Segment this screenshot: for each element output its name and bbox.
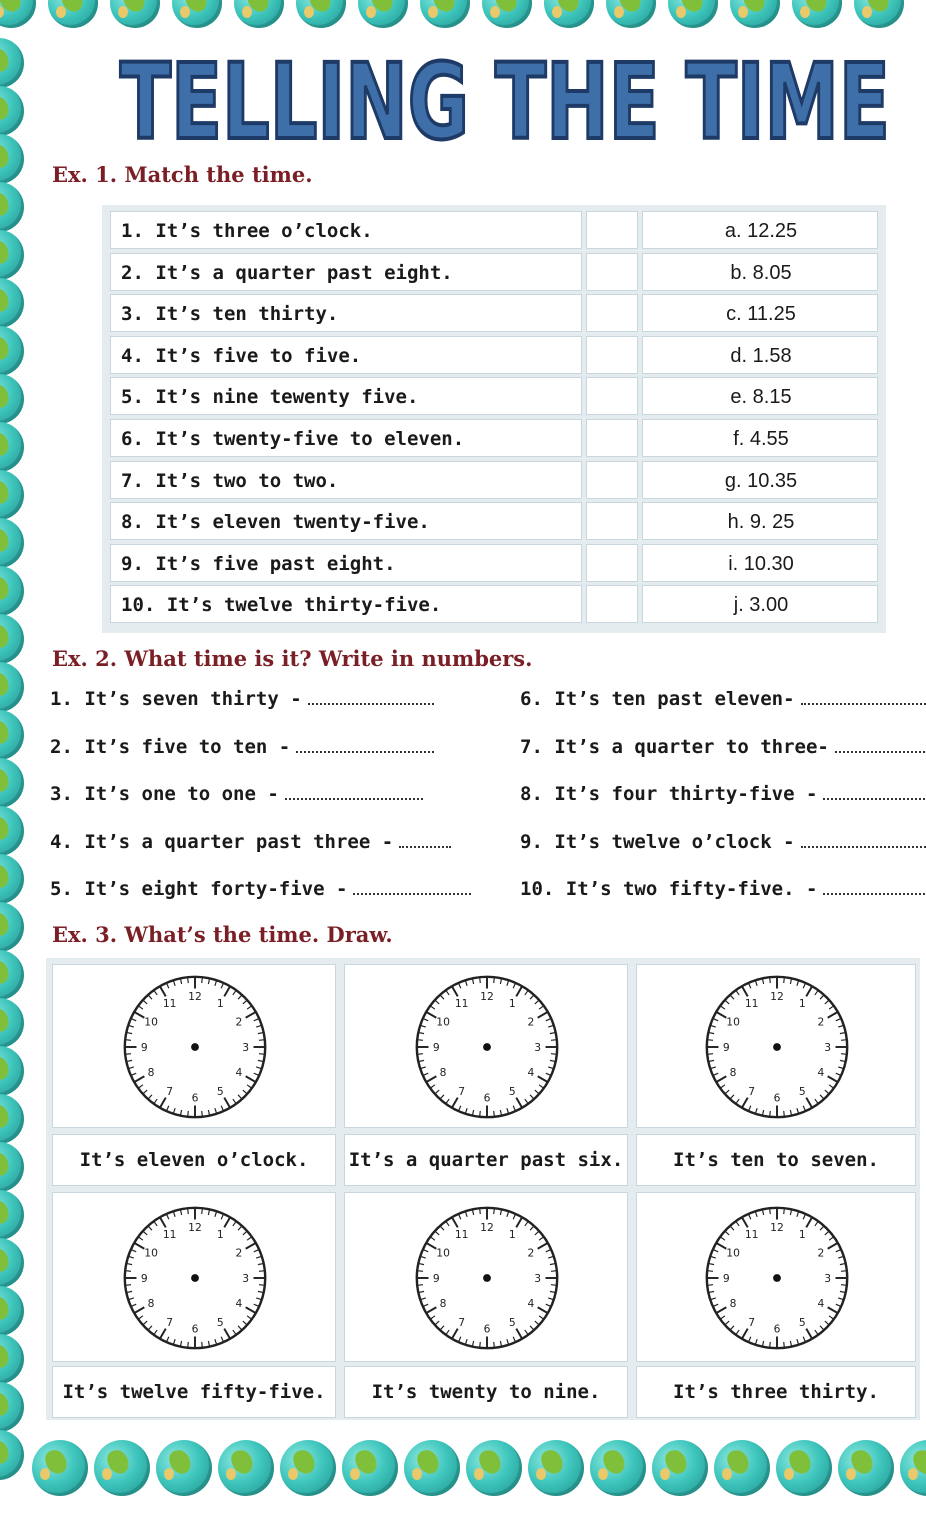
clock-number: 12 bbox=[480, 990, 494, 1004]
globe-icon bbox=[0, 1334, 24, 1384]
clock-number: 7 bbox=[166, 1315, 174, 1329]
clock-number: 11 bbox=[454, 996, 469, 1010]
clock-number: 11 bbox=[744, 1227, 759, 1241]
clock-number: 7 bbox=[458, 1084, 466, 1098]
sentence-text: 2. It’s a quarter past eight. bbox=[121, 261, 453, 284]
match-row bbox=[110, 377, 878, 415]
time-option-cell bbox=[642, 253, 878, 291]
ex2-prompt: 10. It’s two fifty-five. - bbox=[520, 878, 818, 900]
answer-blank[interactable] bbox=[801, 832, 926, 848]
clock-number: 9 bbox=[432, 1271, 440, 1285]
globe-icon bbox=[900, 1440, 926, 1496]
time-option-cell bbox=[642, 585, 878, 623]
exercise1-heading: Ex. 1. Match the time. bbox=[52, 162, 313, 187]
ex2-item bbox=[50, 688, 434, 710]
time-option-text: f. 4.55 bbox=[733, 428, 789, 450]
sentence-cell bbox=[110, 253, 582, 291]
clock-number: 6 bbox=[773, 1322, 781, 1336]
globe-icon bbox=[296, 0, 346, 28]
globe-icon bbox=[48, 0, 98, 28]
clock-number: 9 bbox=[140, 1271, 148, 1285]
clock-number: 9 bbox=[140, 1040, 148, 1054]
globe-icon bbox=[0, 1286, 24, 1336]
clock-number: 5 bbox=[508, 1315, 516, 1329]
clock-number: 12 bbox=[188, 1221, 202, 1235]
globe-icon bbox=[0, 1094, 24, 1144]
clock-face-icon[interactable] bbox=[117, 1200, 273, 1356]
globe-icon bbox=[0, 902, 24, 952]
clock-number: 6 bbox=[483, 1322, 491, 1336]
sentence-cell bbox=[110, 336, 582, 374]
clock-number: 2 bbox=[817, 1015, 825, 1029]
clock-number: 2 bbox=[527, 1015, 535, 1029]
clock-number: 7 bbox=[748, 1315, 756, 1329]
clock-number: 8 bbox=[147, 1066, 155, 1080]
time-option-text: b. 8.05 bbox=[730, 261, 792, 284]
globe-icon bbox=[0, 1190, 24, 1240]
time-option-cell bbox=[642, 377, 878, 415]
globe-icon bbox=[0, 566, 24, 616]
globe-icon bbox=[0, 86, 24, 136]
ex2-item bbox=[50, 783, 423, 805]
clock-number: 5 bbox=[798, 1084, 806, 1098]
clock-number: 10 bbox=[436, 1015, 450, 1029]
clock-number: 4 bbox=[527, 1297, 535, 1311]
sentence-text: 9. It’s five past eight. bbox=[121, 552, 396, 575]
globe-icon bbox=[544, 0, 594, 28]
clock-caption: It’s ten to seven. bbox=[636, 1134, 916, 1186]
globe-icon bbox=[0, 950, 24, 1000]
globe-icon bbox=[94, 1440, 150, 1496]
globe-icon bbox=[280, 1440, 336, 1496]
clock-number: 6 bbox=[773, 1091, 781, 1105]
clock-number: 8 bbox=[729, 1297, 737, 1311]
match-answer-box[interactable] bbox=[586, 461, 638, 499]
clock-number: 11 bbox=[162, 1227, 177, 1241]
clock-number: 10 bbox=[726, 1246, 740, 1260]
globe-icon bbox=[358, 0, 408, 28]
match-row bbox=[110, 461, 878, 499]
clock-number: 5 bbox=[216, 1315, 224, 1329]
clock-number: 1 bbox=[508, 1227, 516, 1241]
ex2-item bbox=[520, 878, 926, 900]
globe-icon bbox=[0, 422, 24, 472]
match-row bbox=[110, 544, 878, 582]
globe-icon bbox=[0, 806, 24, 856]
sentence-cell bbox=[110, 419, 582, 457]
globe-icon bbox=[404, 1440, 460, 1496]
globe-icon bbox=[0, 326, 24, 376]
clock-number: 11 bbox=[454, 1227, 469, 1241]
page-title bbox=[110, 40, 900, 160]
clock-number: 12 bbox=[770, 1221, 784, 1235]
clock-number: 9 bbox=[432, 1040, 440, 1054]
clock-number: 1 bbox=[508, 996, 516, 1010]
clock-number: 2 bbox=[235, 1015, 243, 1029]
clock-number: 2 bbox=[817, 1246, 825, 1260]
globe-icon bbox=[0, 1238, 24, 1288]
time-option-text: c. 11.25 bbox=[726, 303, 796, 326]
clock-number: 1 bbox=[798, 1227, 806, 1241]
globe-icon bbox=[776, 1440, 832, 1496]
match-table bbox=[102, 205, 886, 633]
clock-number: 3 bbox=[534, 1271, 542, 1285]
globe-icon bbox=[668, 0, 718, 28]
clock-number: 1 bbox=[216, 996, 224, 1010]
match-answer-box[interactable] bbox=[586, 419, 638, 457]
clock-number: 3 bbox=[824, 1040, 832, 1054]
globe-icon bbox=[482, 0, 532, 28]
globe-icon bbox=[652, 1440, 708, 1496]
match-answer-box[interactable] bbox=[586, 211, 638, 249]
match-row bbox=[110, 336, 878, 374]
ex2-item bbox=[520, 688, 926, 710]
clock-face-icon[interactable] bbox=[699, 969, 855, 1125]
match-answer-box[interactable] bbox=[586, 336, 638, 374]
ex2-prompt: 7. It’s a quarter to three- bbox=[520, 735, 829, 758]
clock-caption: It’s twenty to nine. bbox=[344, 1366, 628, 1418]
clock-number: 6 bbox=[191, 1091, 199, 1105]
clock-cell bbox=[344, 1192, 628, 1362]
clock-number: 1 bbox=[798, 996, 806, 1010]
ex2-item bbox=[520, 783, 926, 805]
globe-icon bbox=[0, 1046, 24, 1096]
clock-face-icon[interactable] bbox=[409, 969, 565, 1125]
globe-icon bbox=[0, 470, 24, 520]
clock-number: 4 bbox=[817, 1066, 825, 1080]
match-row bbox=[110, 502, 878, 540]
ex2-prompt: 4. It’s a quarter past three - bbox=[50, 830, 394, 853]
clock-number: 10 bbox=[726, 1015, 740, 1029]
globe-icon bbox=[0, 38, 24, 88]
ex2-item bbox=[50, 736, 434, 758]
answer-blank[interactable] bbox=[801, 689, 926, 705]
globe-icon bbox=[606, 0, 656, 28]
sentence-text: 10. It’s twelve thirty-five. bbox=[121, 594, 442, 617]
clock-number: 3 bbox=[534, 1040, 542, 1054]
globe-icon bbox=[110, 0, 160, 28]
clock-cell bbox=[52, 964, 336, 1128]
time-option-text: j. 3.00 bbox=[733, 594, 789, 617]
time-option-cell bbox=[642, 461, 878, 499]
clock-number: 10 bbox=[144, 1246, 158, 1260]
clock-grid bbox=[46, 958, 920, 1420]
globe-icon bbox=[172, 0, 222, 28]
ex2-item bbox=[50, 878, 471, 900]
sentence-cell bbox=[110, 461, 582, 499]
answer-blank[interactable] bbox=[353, 879, 471, 895]
clock-number: 6 bbox=[191, 1322, 199, 1336]
clock-number: 11 bbox=[162, 996, 177, 1010]
clock-number: 5 bbox=[798, 1315, 806, 1329]
globe-icon bbox=[0, 710, 24, 760]
clock-number: 3 bbox=[824, 1271, 832, 1285]
sentence-cell bbox=[110, 377, 582, 415]
time-option-cell bbox=[642, 502, 878, 540]
clock-face-icon[interactable] bbox=[117, 969, 273, 1125]
sentence-cell bbox=[110, 585, 582, 623]
clock-cell bbox=[344, 964, 628, 1128]
clock-number: 9 bbox=[722, 1271, 730, 1285]
clock-number: 4 bbox=[235, 1297, 243, 1311]
sentence-text: 8. It’s eleven twenty-five. bbox=[121, 511, 430, 534]
globe-icon bbox=[0, 230, 24, 280]
globe-icon bbox=[0, 1142, 24, 1192]
answer-blank[interactable] bbox=[399, 832, 451, 848]
match-row bbox=[110, 211, 878, 249]
page-title-text: TELLING THE TIME bbox=[120, 41, 890, 160]
answer-blank[interactable] bbox=[308, 689, 434, 705]
answer-blank[interactable] bbox=[285, 784, 423, 800]
clock-number: 3 bbox=[242, 1271, 250, 1285]
globe-icon bbox=[0, 758, 24, 808]
sentence-text: 3. It’s ten thirty. bbox=[121, 303, 339, 326]
clock-number: 12 bbox=[480, 1221, 494, 1235]
clock-caption: It’s eleven o’clock. bbox=[52, 1134, 336, 1186]
time-option-cell bbox=[642, 336, 878, 374]
ex2-prompt: 6. It’s ten past eleven- bbox=[520, 688, 795, 710]
ex2-prompt: 1. It’s seven thirty - bbox=[50, 688, 302, 710]
clock-number: 4 bbox=[527, 1066, 535, 1080]
clock-number: 8 bbox=[439, 1297, 447, 1311]
clock-number: 2 bbox=[235, 1246, 243, 1260]
sentence-text: 5. It’s nine tewenty five. bbox=[121, 386, 419, 409]
clock-number: 7 bbox=[458, 1315, 466, 1329]
clock-number: 5 bbox=[216, 1084, 224, 1098]
match-answer-box[interactable] bbox=[586, 544, 638, 582]
clock-number: 9 bbox=[722, 1040, 730, 1054]
time-option-cell bbox=[642, 544, 878, 582]
ex2-prompt: 9. It’s twelve o’clock - bbox=[520, 830, 795, 853]
sentence-cell bbox=[110, 544, 582, 582]
globe-icon bbox=[32, 1440, 88, 1496]
clock-caption: It’s twelve fifty-five. bbox=[52, 1366, 336, 1418]
globe-icon bbox=[0, 998, 24, 1048]
time-option-text: i. 10.30 bbox=[728, 552, 794, 575]
sentence-cell bbox=[110, 211, 582, 249]
clock-number: 10 bbox=[436, 1246, 450, 1260]
ex2-item bbox=[520, 736, 926, 758]
globe-icon bbox=[0, 374, 24, 424]
globe-icon bbox=[0, 854, 24, 904]
ex2-prompt: 2. It’s five to ten - bbox=[50, 735, 291, 758]
sentence-text: 6. It’s twenty-five to eleven. bbox=[121, 428, 465, 450]
time-option-cell bbox=[642, 211, 878, 249]
clock-number: 11 bbox=[744, 996, 759, 1010]
match-answer-box[interactable] bbox=[586, 585, 638, 623]
globe-icon bbox=[528, 1440, 584, 1496]
match-row bbox=[110, 585, 878, 623]
time-option-text: e. 8.15 bbox=[730, 386, 792, 409]
clock-number: 8 bbox=[439, 1066, 447, 1080]
globe-icon bbox=[156, 1440, 212, 1496]
answer-blank[interactable] bbox=[823, 879, 926, 895]
clock-number: 2 bbox=[527, 1246, 535, 1260]
globe-icon bbox=[0, 182, 24, 232]
globe-icon bbox=[0, 0, 36, 28]
ex2-prompt: 3. It’s one to one - bbox=[50, 783, 279, 805]
clock-number: 7 bbox=[166, 1084, 174, 1098]
globe-icon bbox=[730, 0, 780, 28]
clock-number: 12 bbox=[188, 990, 202, 1004]
match-answer-box[interactable] bbox=[586, 294, 638, 332]
clock-number: 6 bbox=[483, 1091, 491, 1105]
clock-number: 5 bbox=[508, 1084, 516, 1098]
clock-number: 4 bbox=[235, 1066, 243, 1080]
clock-number: 4 bbox=[817, 1297, 825, 1311]
answer-blank[interactable] bbox=[823, 784, 926, 800]
globe-icon bbox=[854, 0, 904, 28]
globe-icon bbox=[466, 1440, 522, 1496]
globe-icon bbox=[838, 1440, 894, 1496]
globe-icon bbox=[0, 1382, 24, 1432]
time-option-cell bbox=[642, 419, 878, 457]
ex2-item bbox=[520, 831, 926, 853]
ex2-prompt: 8. It’s four thirty-five - bbox=[520, 783, 818, 805]
time-option-text: d. 1.58 bbox=[730, 344, 792, 367]
clock-number: 8 bbox=[147, 1297, 155, 1311]
match-answer-box[interactable] bbox=[586, 502, 638, 540]
sentence-text: 7. It’s two to two. bbox=[121, 469, 339, 492]
ex2-item bbox=[50, 831, 451, 853]
clock-number: 8 bbox=[729, 1066, 737, 1080]
time-option-text: a. 12.25 bbox=[724, 220, 798, 242]
clock-number: 12 bbox=[770, 990, 784, 1004]
clock-number: 3 bbox=[242, 1040, 250, 1054]
globe-icon bbox=[714, 1440, 770, 1496]
clock-caption: It’s a quarter past six. bbox=[344, 1134, 628, 1186]
clock-cell bbox=[636, 1192, 916, 1362]
match-row bbox=[110, 253, 878, 291]
globe-icon bbox=[420, 0, 470, 28]
clock-cell bbox=[52, 1192, 336, 1362]
match-row bbox=[110, 419, 878, 457]
time-option-cell bbox=[642, 294, 878, 332]
answer-blank[interactable] bbox=[835, 737, 926, 753]
globe-icon bbox=[0, 518, 24, 568]
clock-number: 1 bbox=[216, 1227, 224, 1241]
ex2-prompt: 5. It’s eight forty-five - bbox=[50, 878, 348, 900]
answer-blank[interactable] bbox=[296, 737, 434, 753]
clock-number: 10 bbox=[144, 1015, 158, 1029]
sentence-cell bbox=[110, 294, 582, 332]
match-answer-box[interactable] bbox=[586, 377, 638, 415]
sentence-text: 1. It’s three o’clock. bbox=[121, 220, 373, 242]
time-option-text: h. 9. 25 bbox=[727, 511, 795, 534]
globe-icon bbox=[0, 1430, 24, 1480]
clock-number: 7 bbox=[748, 1084, 756, 1098]
globe-icon bbox=[590, 1440, 646, 1496]
sentence-text: 4. It’s five to five. bbox=[121, 344, 362, 367]
globe-icon bbox=[0, 134, 24, 184]
match-answer-box[interactable] bbox=[586, 253, 638, 291]
globe-icon bbox=[0, 278, 24, 328]
globe-icon bbox=[792, 0, 842, 28]
exercise3-heading: Ex. 3. What’s the time. Draw. bbox=[52, 922, 393, 947]
time-option-text: g. 10.35 bbox=[724, 469, 798, 492]
sentence-cell bbox=[110, 502, 582, 540]
globe-icon bbox=[234, 0, 284, 28]
clock-caption: It’s three thirty. bbox=[636, 1366, 916, 1418]
match-row bbox=[110, 294, 878, 332]
clock-face-icon[interactable] bbox=[699, 1200, 855, 1356]
exercise2-heading: Ex. 2. What time is it? Write in numbers. bbox=[52, 646, 533, 671]
clock-cell bbox=[636, 964, 916, 1128]
globe-icon bbox=[0, 662, 24, 712]
globe-icon bbox=[342, 1440, 398, 1496]
clock-face-icon[interactable] bbox=[409, 1200, 565, 1356]
globe-icon bbox=[218, 1440, 274, 1496]
globe-icon bbox=[0, 614, 24, 664]
